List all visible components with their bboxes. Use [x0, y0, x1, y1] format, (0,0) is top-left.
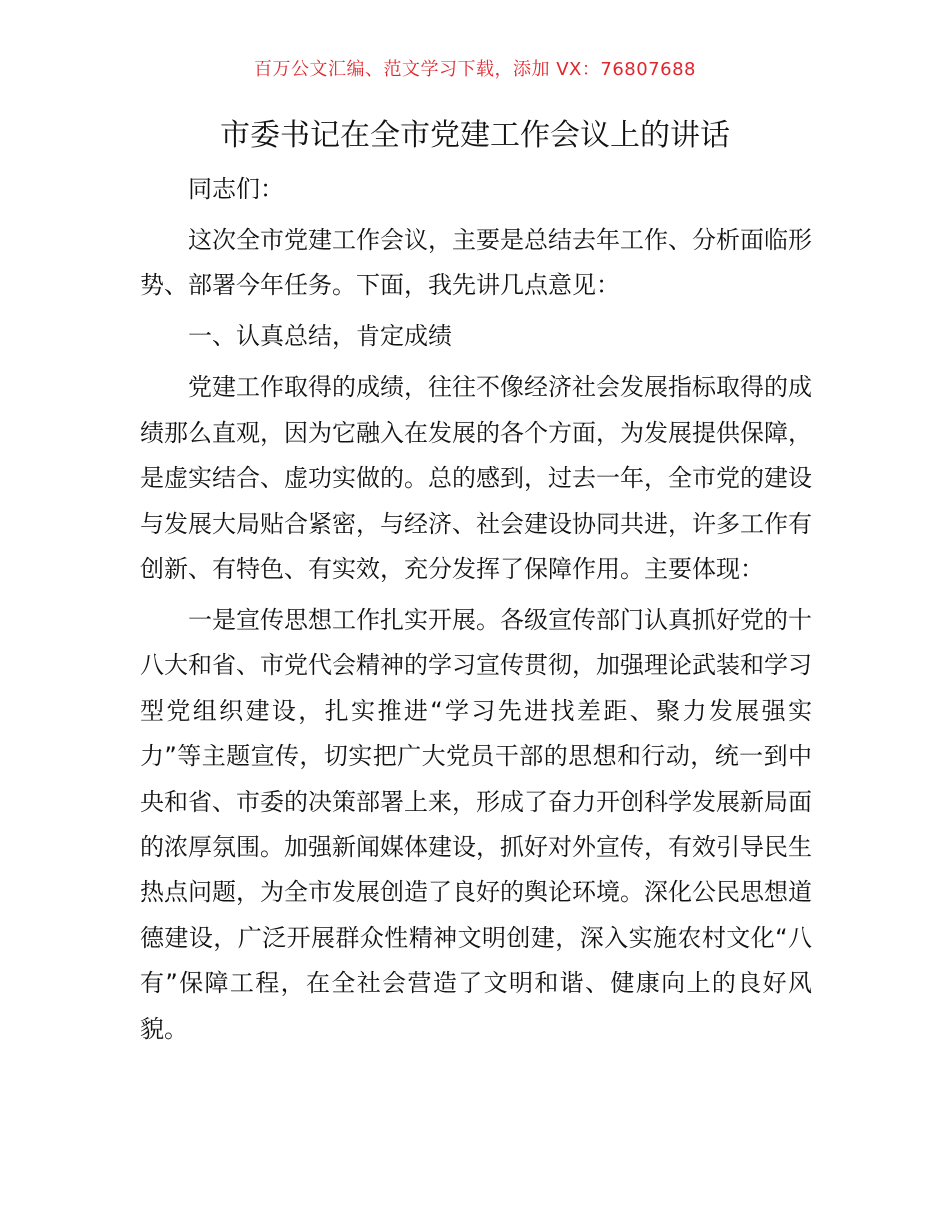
header-banner: 百万公文汇编、范文学习下载，添加 VX：76807688 [254, 59, 696, 80]
paragraph-achievements: 党建工作取得的成绩，往往不像经济社会发展指标取得的成绩那么直观，因为它融入在发展的各个方面，为发展提供保障，是虚实结合、虚功实做的。总的感到，过去一年，全市党的建设与发展大局贴合紧密，与经济、社会建设协同共进，许多工作有创新、有特色、有实效，充分发挥了保障作用。主要体现： [140, 373, 812, 584]
paragraph-propaganda: 一是宣传思想工作扎实开展。各级宣传部门认真抓好党的十八大和省、市党代会精神的学习宣传贯彻，加强理论武装和学习型党组织建设，扎实推进“学习先进找差距、聚力发展强实力”等主题宣传，切实把广大党员干部的思想和行动，统一到中央和省、市委的决策部署上来，形成了奋力开创科学发展新局面的浓厚氛围。加强新闻媒体建设，抓好对外宣传，有效引导民生热点问题，为全市发展创造了良好的舆论环境。深化公民思想道德建设，广泛开展群众性精神文明创建，深入实施农村文化“八有”保障工程，在全社会营造了文明和谐、健康向上的良好风貌。 [140, 606, 812, 1043]
salutation: 同志们： [188, 175, 284, 203]
document-title: 市委书记在全市党建工作会议上的讲话 [220, 118, 730, 153]
paragraph-intro: 这次全市党建工作会议，主要是总结去年工作、分析面临形势、部署今年任务。下面，我先讲几点意见： [140, 226, 812, 300]
document-body [140, 167, 812, 1058]
section-heading-1: 一、认真总结，肯定成绩 [188, 322, 452, 351]
